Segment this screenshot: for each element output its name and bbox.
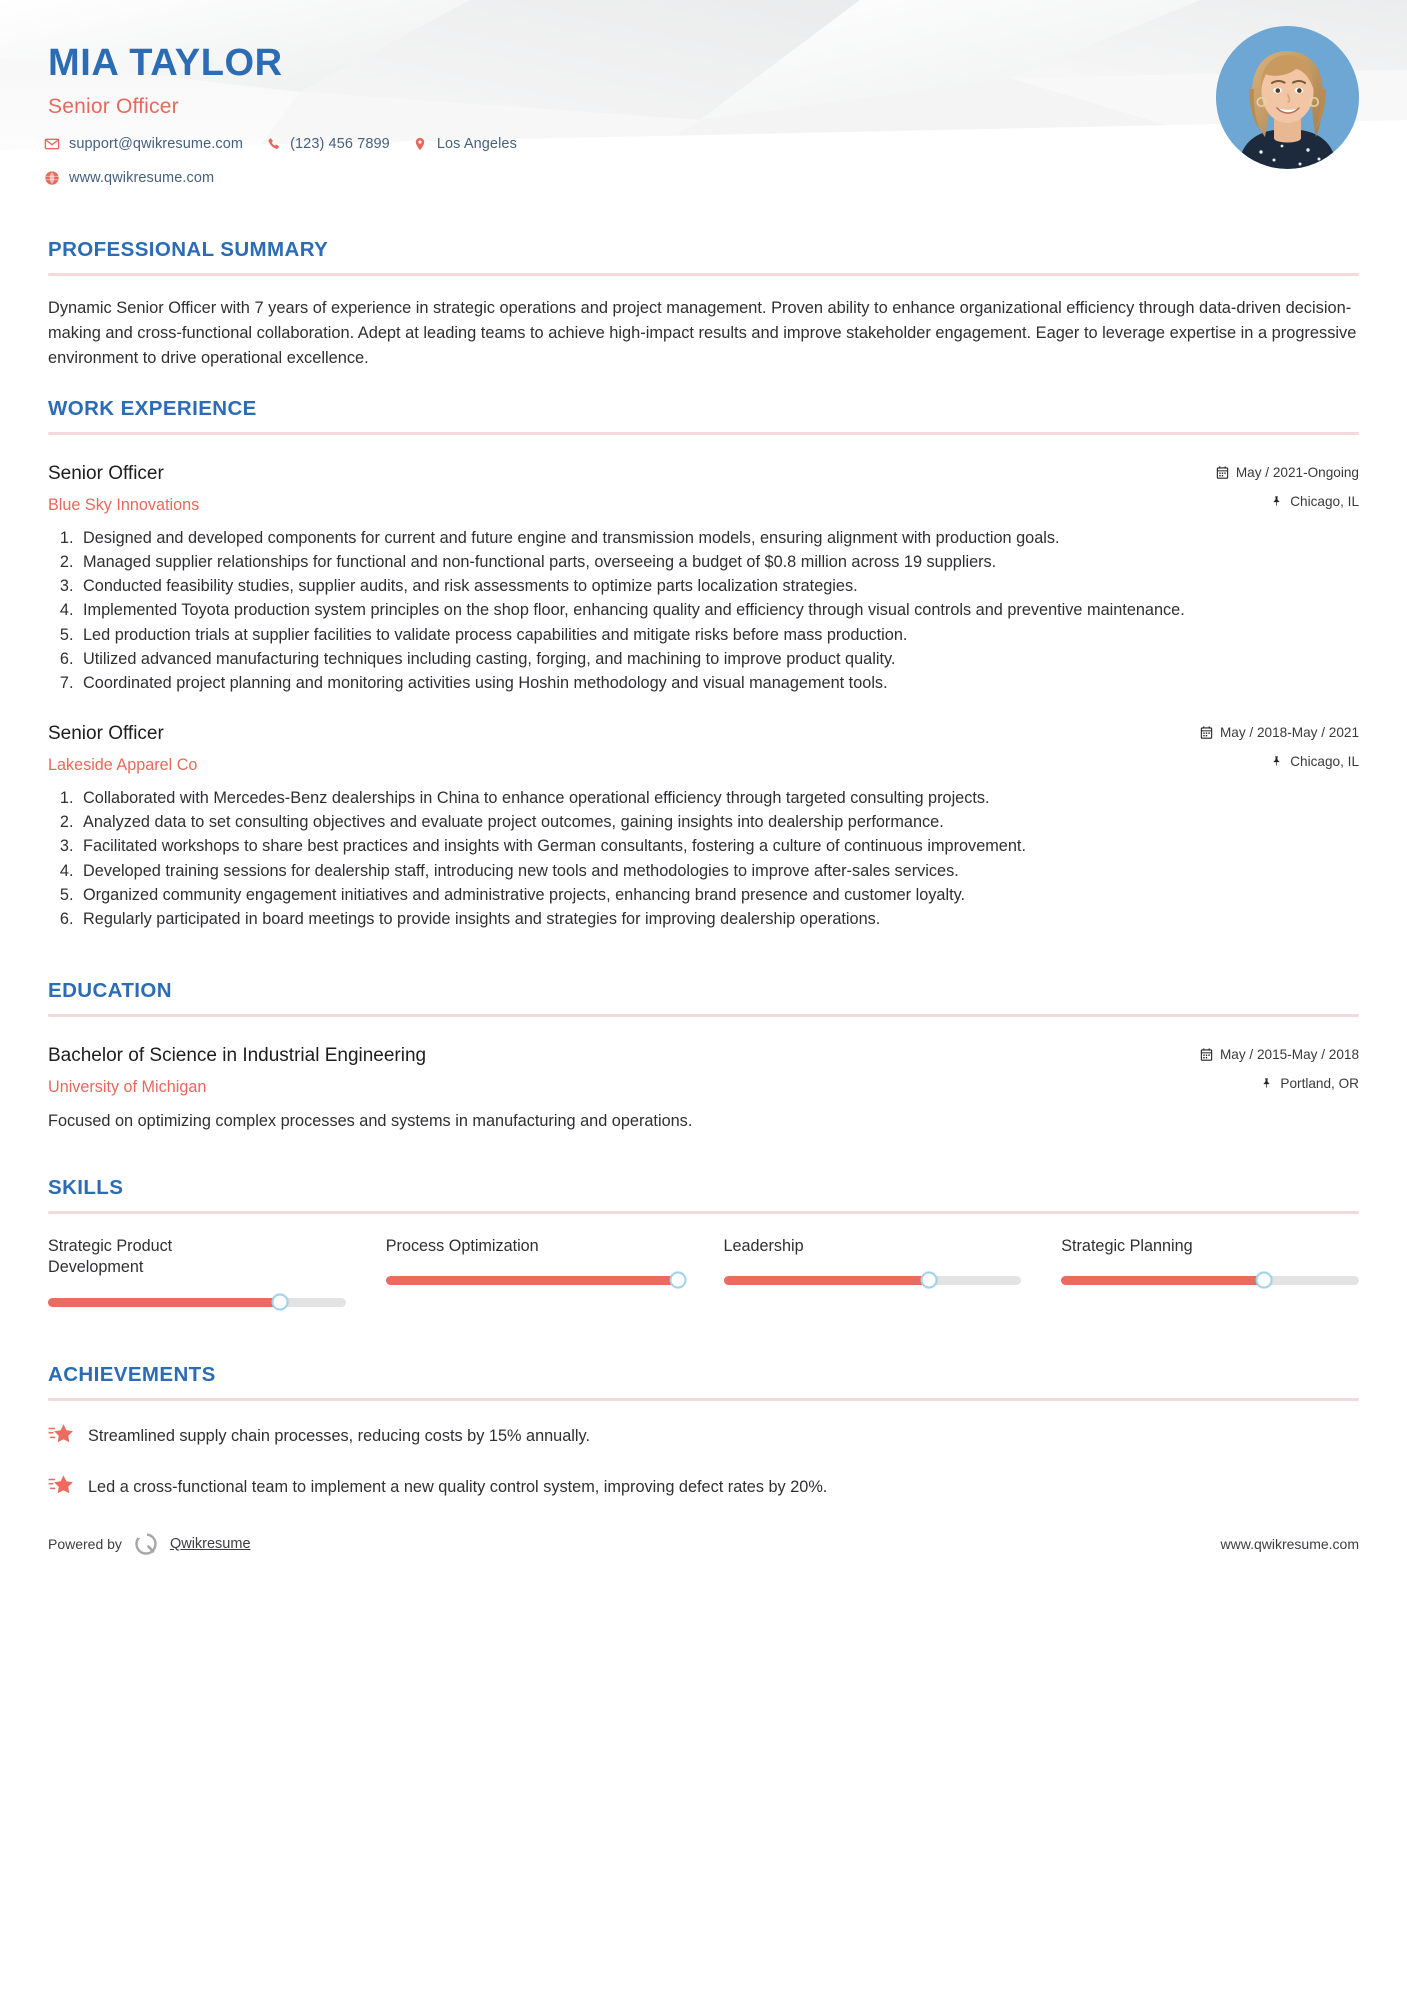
education-entries-list xyxy=(48,1043,1359,1134)
contact-website-text: www.qwikresume.com xyxy=(69,170,215,186)
entry-left xyxy=(48,1043,1179,1098)
contact-row-secondary xyxy=(44,170,236,186)
entry-left xyxy=(48,461,1179,516)
skill-slider[interactable] xyxy=(1061,1271,1359,1289)
section-work-experience xyxy=(0,371,1407,931)
entry-meta-text: May / 2021-Ongoing xyxy=(1235,464,1359,480)
entry-meta-line xyxy=(1179,494,1359,509)
entry-right xyxy=(1179,721,1359,769)
skill-item xyxy=(48,1236,346,1311)
phone-icon xyxy=(265,136,281,152)
avatar xyxy=(1216,26,1359,169)
skill-slider[interactable] xyxy=(386,1271,684,1289)
entry-meta-text: Chicago, IL xyxy=(1290,753,1359,769)
skill-slider-fill xyxy=(386,1276,678,1285)
entry-meta-text: May / 2018-May / 2021 xyxy=(1219,724,1359,740)
entry-header xyxy=(48,461,1359,516)
skill-slider[interactable] xyxy=(724,1271,1022,1289)
entry-meta-line xyxy=(1179,1047,1359,1062)
skill-slider-track[interactable] xyxy=(1061,1276,1359,1285)
footer-website: www.qwikresume.com xyxy=(1220,1535,1359,1552)
section-education xyxy=(0,953,1407,1134)
skill-slider-track[interactable] xyxy=(386,1276,684,1285)
star-icon xyxy=(48,1472,74,1498)
contact-email[interactable] xyxy=(44,136,243,152)
work-entries-list xyxy=(48,461,1359,931)
section-divider xyxy=(48,1398,1359,1401)
skill-item xyxy=(1061,1236,1359,1290)
skill-slider-fill xyxy=(48,1298,280,1307)
entry-right xyxy=(1179,461,1359,509)
section-title-achievements: ACHIEVEMENTS xyxy=(48,1363,216,1387)
location-pin-icon xyxy=(1270,495,1283,508)
section-professional-summary xyxy=(0,212,1407,371)
entry-bullet-item: 7. Coordinated project planning and monitoring activities using Hoshin methodology and visual management tools. xyxy=(78,672,1359,695)
contact-location-text: Los Angeles xyxy=(436,136,517,152)
entry-bullet-list xyxy=(48,787,1359,931)
entry-title: Bachelor of Science in Industrial Engineering xyxy=(48,1044,427,1066)
entry-left xyxy=(48,721,1179,776)
entry-bullet-item: 3. Facilitated workshops to share best practices and insights with German consultants, fostering a culture of continuous improvement. xyxy=(78,835,1359,858)
section-skills xyxy=(0,1150,1407,1311)
entry-description: Focused on optimizing complex processes and systems in manufacturing and operations. xyxy=(48,1112,693,1131)
achievement-item xyxy=(48,1423,1359,1448)
entry-bullet-list xyxy=(48,527,1359,695)
entry-title: Senior Officer xyxy=(48,722,164,744)
skill-slider[interactable] xyxy=(48,1293,346,1311)
section-achievements xyxy=(0,1337,1407,1499)
calendar-icon xyxy=(1200,1048,1213,1061)
entry-bullet-item: 6. Regularly participated in board meetings to provide insights and strategies for improving dealership operations. xyxy=(78,908,1359,931)
skill-name: Strategic Planning xyxy=(1061,1236,1193,1255)
education-entry xyxy=(48,1043,1359,1134)
page-footer xyxy=(0,1525,1407,1579)
envelope-icon xyxy=(44,136,60,152)
entry-bullet-item: 1. Collaborated with Mercedes-Benz dealerships in China to enhance operational efficiency through targeted consulting projects. xyxy=(78,787,1359,810)
entry-right xyxy=(1179,1043,1359,1091)
entry-bullet-item: 4. Developed training sessions for dealership staff, introducing new tools and methodologies to improve after-sales services. xyxy=(78,860,1359,883)
entry-organization: Blue Sky Innovations xyxy=(48,495,200,514)
summary-text: Dynamic Senior Officer with 7 years of experience in strategic operations and project management. Proven ability to enhance organizational efficiency through data-driven decision-making and cross-functional collaboration. Adept at leading teams to achieve high-impact results and improve stakeholder engagement. Eager to leverage expertise in a progressive environment to drive operational excellence. xyxy=(48,299,1357,367)
powered-by-label: Powered by xyxy=(48,1535,122,1552)
entry-meta-line xyxy=(1179,754,1359,769)
section-divider xyxy=(48,1014,1359,1017)
skill-slider-knob[interactable] xyxy=(920,1272,937,1289)
entry-bullet-item: 2. Analyzed data to set consulting objectives and evaluate project outcomes, gaining insights into dealership performance. xyxy=(78,811,1359,834)
contact-row-primary xyxy=(44,136,539,152)
skill-slider-fill xyxy=(1061,1276,1263,1285)
section-title-work: WORK EXPERIENCE xyxy=(48,396,257,420)
contact-location xyxy=(412,136,517,152)
entry-bullet-item: 2. Managed supplier relationships for functional and non-functional parts, overseeing a budget of $0.8 million across 19 suppliers. xyxy=(78,551,1359,574)
entry-bullet-item: 3. Conducted feasibility studies, supplier audits, and risk assessments to optimize parts localization strategies. xyxy=(78,575,1359,598)
entry-organization: University of Michigan xyxy=(48,1078,207,1096)
entry-bullet-item: 1. Designed and developed components for current and future engine and transmission models, ensuring alignment with production goals. xyxy=(78,527,1359,550)
section-divider xyxy=(48,273,1359,276)
entry-bullet-item: 6. Utilized advanced manufacturing techniques including casting, forging, and machining to improve product quality. xyxy=(78,648,1359,671)
candidate-name: MIA TAYLOR xyxy=(48,42,283,84)
location-pin-icon xyxy=(1270,755,1283,768)
skill-slider-track[interactable] xyxy=(48,1298,346,1307)
profile-photo xyxy=(1216,26,1359,169)
location-pin-icon xyxy=(1260,1077,1273,1090)
section-title-skills: SKILLS xyxy=(48,1175,124,1199)
contact-website[interactable] xyxy=(44,170,214,186)
achievement-text: Streamlined supply chain processes, reducing costs by 15% annually. xyxy=(88,1427,590,1446)
entry-meta-line xyxy=(1179,465,1359,480)
skill-name: Leadership xyxy=(723,1236,804,1255)
entry-meta-text: Chicago, IL xyxy=(1290,493,1359,509)
section-divider xyxy=(48,1211,1359,1214)
achievement-item xyxy=(48,1474,1359,1499)
entry-title: Senior Officer xyxy=(48,462,164,484)
resume-header xyxy=(0,0,1407,212)
section-title-education: EDUCATION xyxy=(48,978,172,1002)
globe-icon xyxy=(44,170,60,186)
calendar-icon xyxy=(1216,466,1229,479)
skill-name: Strategic Product Development xyxy=(48,1236,173,1277)
section-divider xyxy=(48,432,1359,435)
entry-bullet-item: 5. Organized community engagement initiatives and administrative projects, enhancing brand presence and customer loyalty. xyxy=(78,884,1359,907)
skill-item xyxy=(724,1236,1022,1290)
achievements-list xyxy=(48,1423,1359,1499)
skill-slider-fill xyxy=(724,1276,929,1285)
entry-meta-text: Portland, OR xyxy=(1280,1075,1359,1091)
contact-phone[interactable] xyxy=(265,136,390,152)
qwikresume-logo-icon xyxy=(133,1531,159,1557)
entry-meta-line xyxy=(1179,1076,1359,1091)
entry-bullet-item: 4. Implemented Toyota production system principles on the shop floor, enhancing quality and efficiency through visual controls and preventive maintenance. xyxy=(78,599,1359,622)
skill-slider-knob[interactable] xyxy=(669,1272,686,1289)
entry-meta-line xyxy=(1179,725,1359,740)
entry-header xyxy=(48,721,1359,776)
entry-meta-text: May / 2015-May / 2018 xyxy=(1219,1046,1359,1062)
work-entry xyxy=(48,721,1359,931)
entry-bullet-item: 5. Led production trials at supplier facilities to validate process capabilities and mitigate risks before mass production. xyxy=(78,624,1359,647)
achievement-text: Led a cross-functional team to implement a new quality control system, improving defect rates by 20%. xyxy=(88,1477,828,1496)
calendar-icon xyxy=(1200,726,1213,739)
star-icon xyxy=(48,1421,74,1447)
map-pin-icon xyxy=(412,136,428,152)
skills-grid xyxy=(48,1236,1359,1311)
entry-organization: Lakeside Apparel Co xyxy=(48,756,198,775)
qwikresume-link[interactable]: Qwikresume xyxy=(169,1535,251,1552)
section-title-summary: PROFESSIONAL SUMMARY xyxy=(48,238,329,261)
skill-item xyxy=(386,1236,684,1290)
entry-header xyxy=(48,1043,1359,1098)
skill-name: Process Optimization xyxy=(385,1236,539,1255)
contact-email-text: support@qwikresume.com xyxy=(69,136,244,152)
powered-by-block xyxy=(48,1531,251,1557)
skill-slider-knob[interactable] xyxy=(1255,1272,1272,1289)
skill-slider-knob[interactable] xyxy=(272,1294,289,1311)
work-entry xyxy=(48,461,1359,695)
contact-phone-text: (123) 456 7899 xyxy=(290,136,390,152)
skill-slider-track[interactable] xyxy=(724,1276,1022,1285)
candidate-role: Senior Officer xyxy=(48,95,179,118)
